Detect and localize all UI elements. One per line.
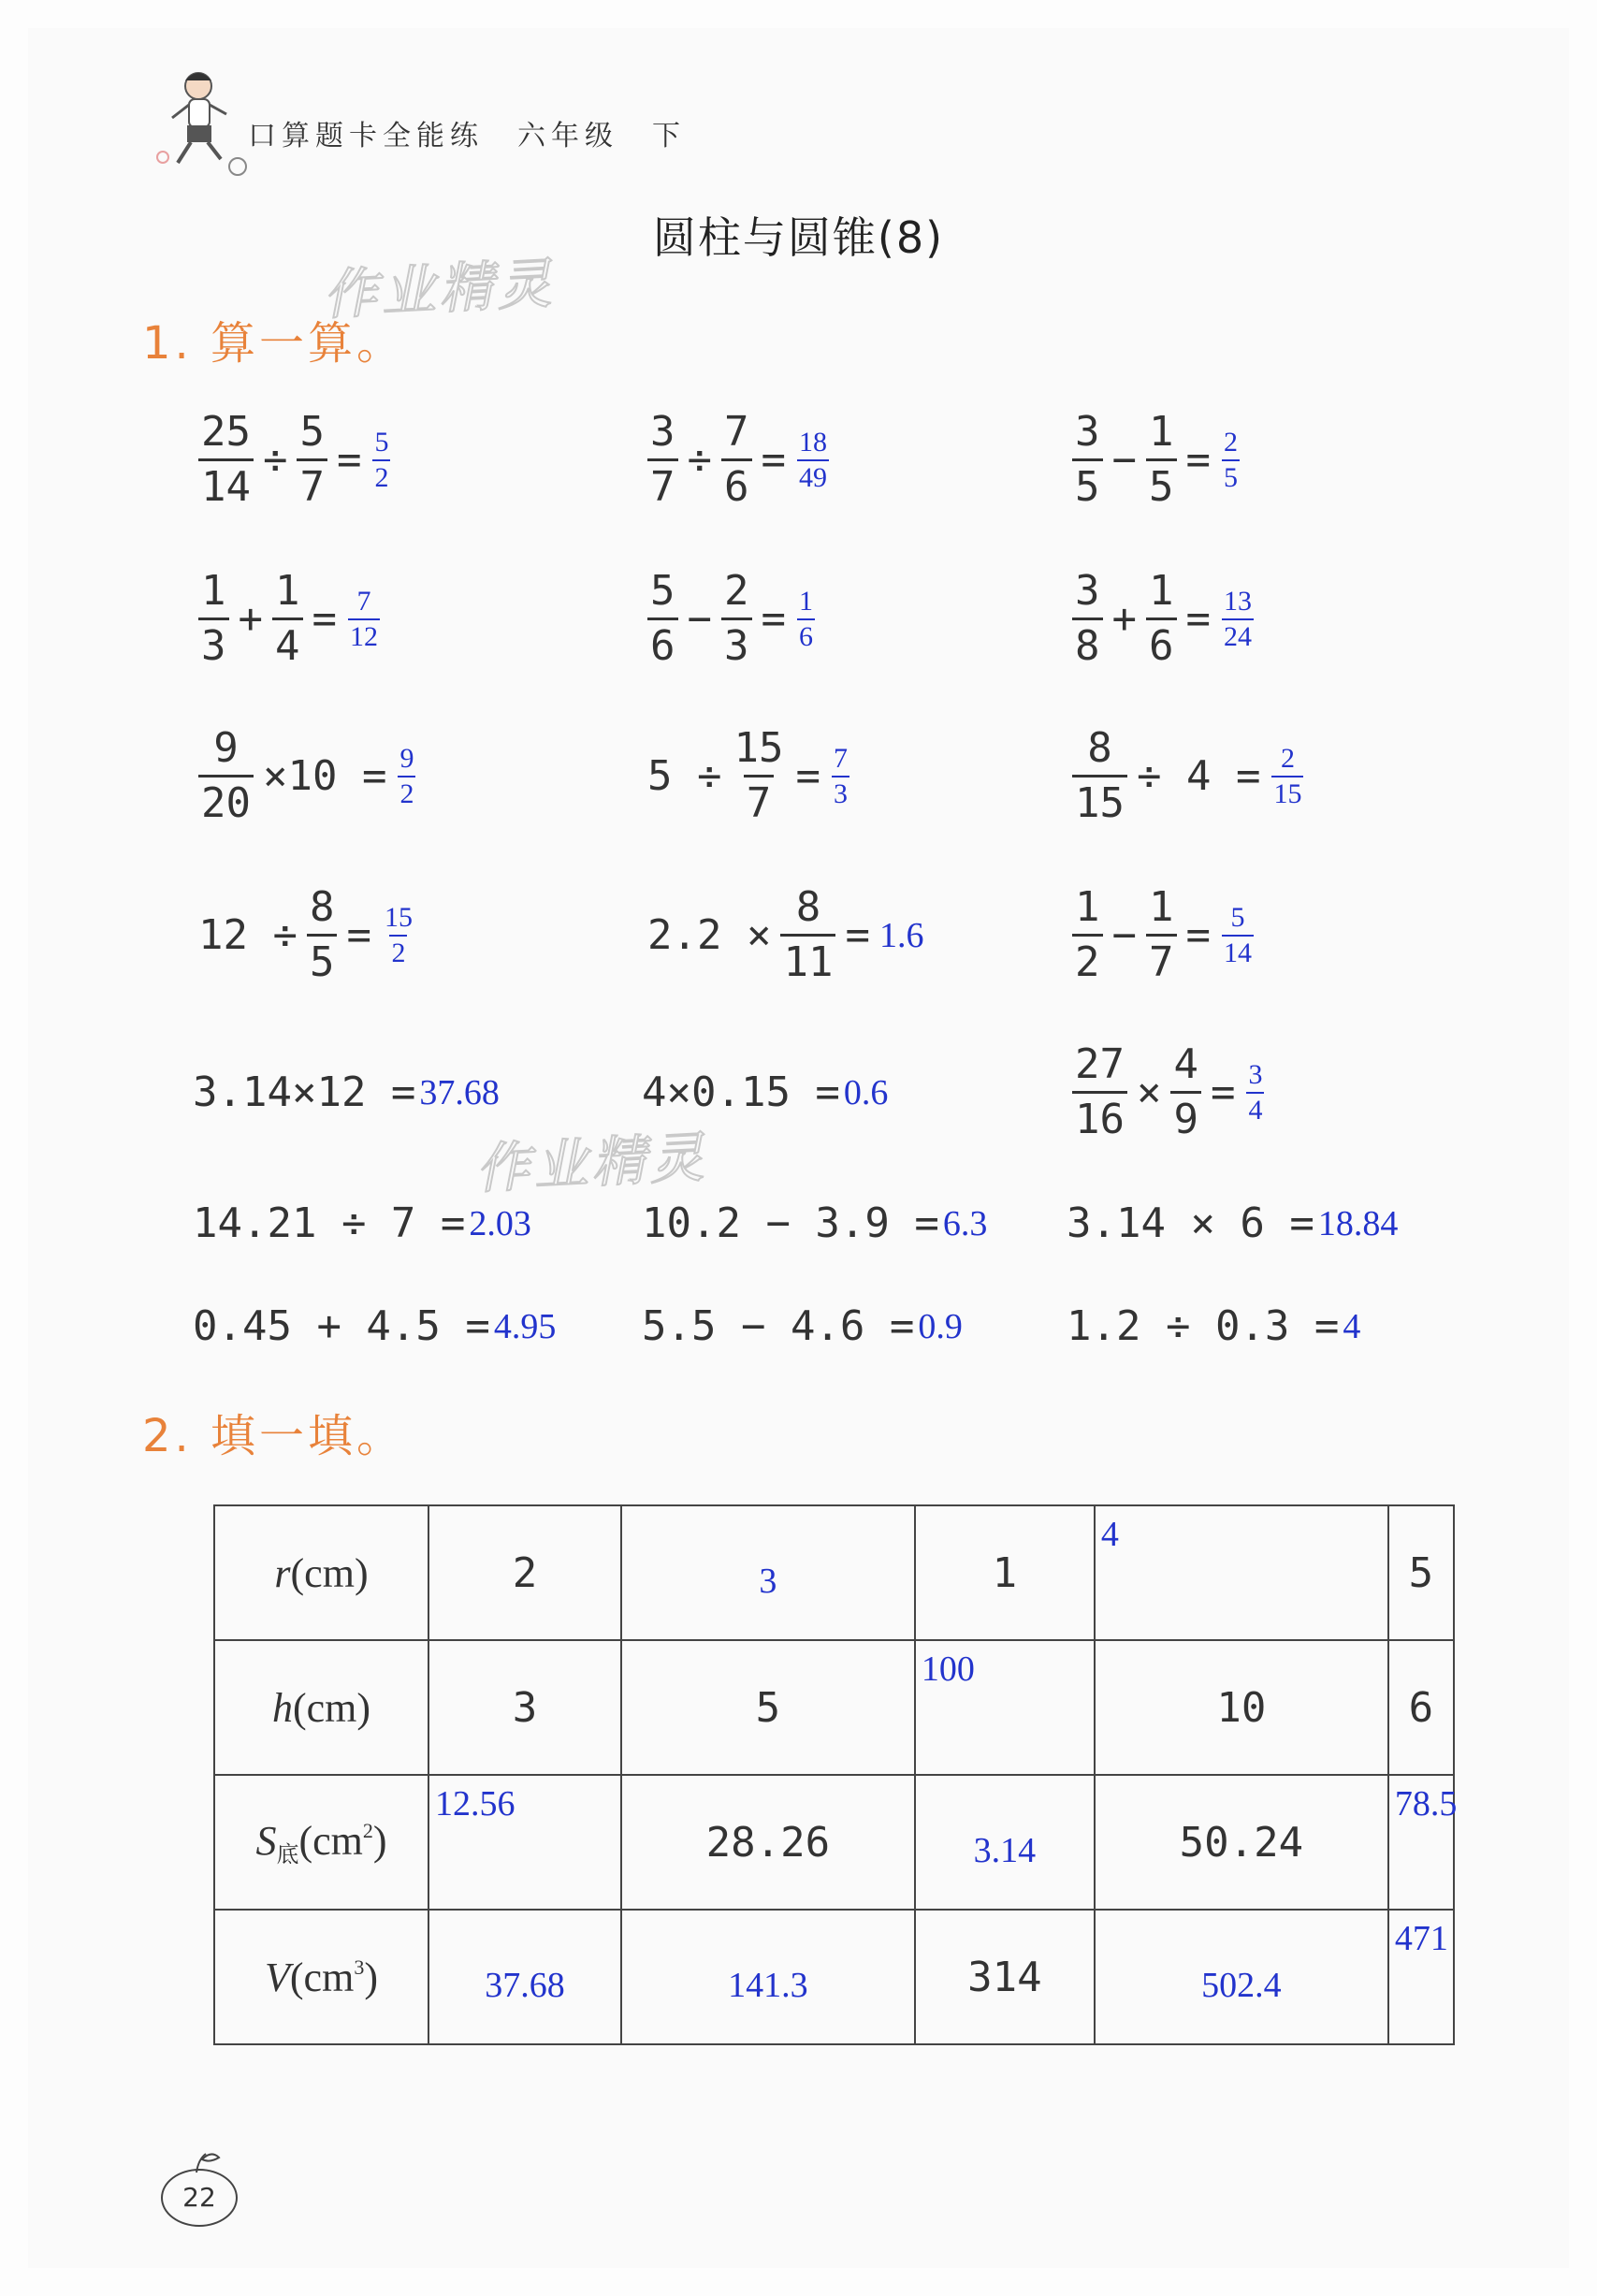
lesson-title: 圆柱与圆锥(8) xyxy=(652,212,945,263)
problem-5: $\frac{5}{6}$ − $\frac{2}{3}$ = $\frac{1}{6}$ xyxy=(644,571,815,667)
table-cell: 5 xyxy=(1388,1505,1454,1640)
problem-7: $\frac{9}{20}$ ×10 = $\frac{9}{2}$ xyxy=(195,728,415,824)
answer-5: $\frac{1}{6}$ xyxy=(799,585,813,652)
cylinder-table xyxy=(213,1504,1458,2045)
problem-12: $\frac{1}{2}$ − $\frac{1}{7}$ = $\frac{5}{14}$ xyxy=(1068,887,1254,983)
table-cell: 100 xyxy=(915,1640,1095,1775)
problem-13: 3.14×12 = 37.68 xyxy=(193,1068,500,1116)
mascot-boy-illustration xyxy=(140,65,262,187)
row-header-height: h(cm) xyxy=(214,1640,428,1775)
answer-9: $\frac{2}{15}$ xyxy=(1273,742,1302,809)
answer-6: $\frac{13}{24}$ xyxy=(1224,585,1252,652)
problem-20: 5.5 − 4.6 = 0.9 xyxy=(642,1302,963,1350)
problem-19: 0.45 + 4.5 = 4.95 xyxy=(193,1302,557,1350)
answer-16: 2.03 xyxy=(469,1203,531,1243)
answer-11: 1.6 xyxy=(878,915,924,955)
problem-2: $\frac{3}{7}$ ÷ $\frac{7}{6}$ = $\frac{18}{49}$ xyxy=(644,412,829,508)
section-2-title: 2. 填一填。 xyxy=(142,1410,406,1462)
problem-1: $\frac{25}{14}$ ÷ $\frac{5}{7}$ = $\frac{5}{2}$ xyxy=(195,412,390,508)
table-row-volume xyxy=(214,1910,1454,2044)
answer-8: $\frac{7}{3}$ xyxy=(833,742,848,809)
answer-3: $\frac{2}{5}$ xyxy=(1224,426,1238,493)
answer-7: $\frac{9}{2}$ xyxy=(399,742,414,809)
answer-2: $\frac{18}{49}$ xyxy=(799,426,827,493)
problem-21: 1.2 ÷ 0.3 = 4 xyxy=(1067,1302,1361,1350)
problem-4: $\frac{1}{3}$ + $\frac{1}{4}$ = $\frac{7}{12}$ xyxy=(195,571,380,667)
answer-1: $\frac{5}{2}$ xyxy=(374,426,389,493)
answer-15: $\frac{3}{4}$ xyxy=(1248,1058,1263,1126)
problem-3: $\frac{3}{5}$ − $\frac{1}{5}$ = $\frac{2}{5}$ xyxy=(1068,412,1240,508)
problem-15: $\frac{27}{16}$ × $\frac{4}{9}$ = $\frac{3}{4}$ xyxy=(1068,1044,1264,1141)
section-1-title: 1. 算一算。 xyxy=(142,317,406,370)
row-header-base-area: $S_底(cm^2)$ xyxy=(214,1775,428,1910)
problem-16: 14.21 ÷ 7 = 2.03 xyxy=(193,1199,531,1247)
watermark-middle: 作业精灵 xyxy=(473,1125,709,1201)
answer-20: 0.9 xyxy=(918,1306,963,1346)
watermark-top: 作业精灵 xyxy=(321,251,557,327)
answer-14: 0.6 xyxy=(843,1072,889,1112)
problem-18: 3.14 × 6 = 18.84 xyxy=(1067,1199,1399,1247)
table-cell: 2 xyxy=(428,1505,621,1640)
table-cell: 50.24 xyxy=(1095,1775,1388,1910)
row-header-volume: $V(cm^3)$ xyxy=(214,1910,428,2044)
answer-21: 4 xyxy=(1343,1306,1361,1346)
table-cell: 12.56 xyxy=(428,1775,621,1910)
problem-14: 4×0.15 = 0.6 xyxy=(642,1068,889,1116)
answer-18: 18.84 xyxy=(1317,1203,1399,1243)
table-cell: 10 xyxy=(1095,1640,1388,1775)
table-cell: 141.3 xyxy=(621,1910,915,2044)
table-cell: 3.14 xyxy=(915,1775,1095,1910)
answer-17: 6.3 xyxy=(942,1203,988,1243)
table-cell: 4 xyxy=(1095,1505,1388,1640)
book-title: 口算题卡全能练 六年级 下 xyxy=(248,120,686,153)
problem-11: 2.2 × $\frac{8}{11}$ = 1.6 xyxy=(647,883,924,986)
table-cell: 1 xyxy=(915,1505,1095,1640)
problem-8: 5 ÷ $\frac{15}{7}$ = $\frac{7}{3}$ xyxy=(647,724,848,827)
table-row-radius xyxy=(214,1505,1454,1640)
table-cell: 6 xyxy=(1388,1640,1454,1775)
problem-9: $\frac{8}{15}$ ÷ 4 = $\frac{2}{15}$ xyxy=(1068,728,1303,824)
table-cell: 314 xyxy=(915,1910,1095,2044)
answer-13: 37.68 xyxy=(419,1072,500,1112)
answer-19: 4.95 xyxy=(493,1306,557,1346)
answer-4: $\frac{7}{12}$ xyxy=(350,585,378,652)
table-row-base-area xyxy=(214,1775,1454,1910)
table-cell: 37.68 xyxy=(428,1910,621,2044)
table-cell: 502.4 xyxy=(1095,1910,1388,2044)
problem-10: 12 ÷ $\frac{8}{5}$ = $\frac{15}{2}$ xyxy=(198,883,413,986)
row-header-radius: r(cm) xyxy=(214,1505,428,1640)
problem-6: $\frac{3}{8}$ + $\frac{1}{6}$ = $\frac{13}{24}$ xyxy=(1068,571,1254,667)
table-cell: 78.5 xyxy=(1388,1775,1454,1910)
table-row-height xyxy=(214,1640,1454,1775)
table-cell: 3 xyxy=(428,1640,621,1775)
table-cell: 471 xyxy=(1388,1910,1454,2044)
problem-17: 10.2 − 3.9 = 6.3 xyxy=(642,1199,988,1247)
table-cell: 28.26 xyxy=(621,1775,915,1910)
page-number: 22 xyxy=(161,2169,238,2227)
table-cell: 5 xyxy=(621,1640,915,1775)
answer-10: $\frac{15}{2}$ xyxy=(384,901,413,968)
table-cell: 3 xyxy=(621,1505,915,1640)
answer-12: $\frac{5}{14}$ xyxy=(1224,901,1252,968)
